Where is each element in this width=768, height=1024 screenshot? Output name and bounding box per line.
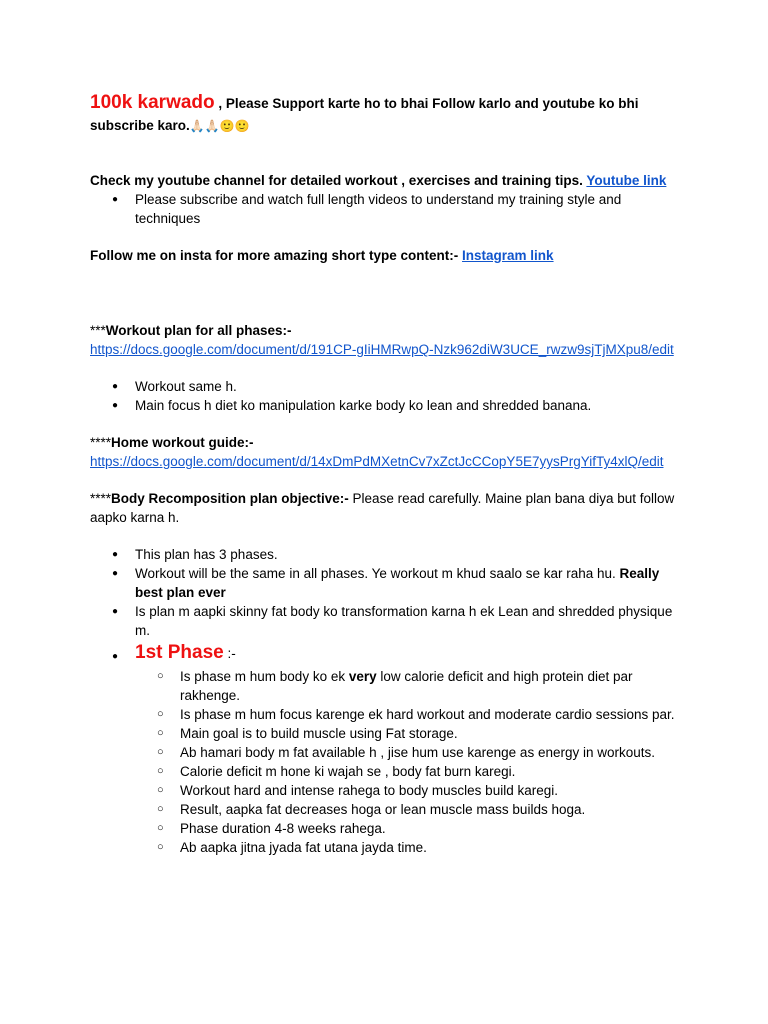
recomp-bullets — [90, 545, 678, 667]
phase1-list — [90, 667, 678, 857]
home-workout-section — [90, 433, 678, 471]
list-item: ● Workout same h. — [90, 377, 678, 396]
list-item: ● Please subscribe and watch full length videos to understand my training style and techniques — [90, 190, 678, 228]
phase1-title: 1st Phase — [135, 642, 224, 663]
phase1-first-bold: very — [348, 669, 377, 684]
list-item — [90, 667, 678, 705]
youtube-bullet-list — [90, 190, 678, 228]
youtube-text: Check my youtube channel for detailed workout , exercises and training tips. — [90, 173, 587, 188]
recomp-stars: **** — [90, 491, 112, 506]
recomp-paragraph — [90, 489, 678, 527]
instagram-link[interactable]: Instagram link — [462, 248, 554, 263]
workout-plan-stars: *** — [90, 323, 106, 338]
intro-support-text: , Please Support karte ho to bhai Follow karlo and youtube ko bhi subscribe karo. — [90, 96, 639, 133]
list-item: ○ Calorie deficit m hone ki wajah se , body fat burn karegi. — [90, 762, 678, 781]
phase1-first-pre: Is phase m hum body ko ek — [180, 669, 349, 684]
list-item — [90, 564, 678, 602]
youtube-paragraph — [90, 171, 678, 190]
list-item: ○ Is phase m hum focus karenge ek hard workout and moderate cardio sessions par. — [90, 705, 678, 724]
list-item: ● This plan has 3 phases. — [90, 545, 678, 564]
list-item: ● Is plan m aapki skinny fat body ko transformation karna h ek Lean and shredded physique m. — [90, 602, 678, 640]
intro-paragraph — [90, 92, 678, 137]
youtube-link[interactable]: Youtube link — [586, 173, 667, 188]
workout-plan-section — [90, 321, 678, 359]
intro-headline: 100k karwado — [90, 92, 215, 113]
list-item: ○ Ab aapka jitna jyada fat utana jayda time. — [90, 838, 678, 857]
recomp-title: Body Recomposition plan objective:- — [111, 491, 349, 506]
phase1-suffix: :- — [223, 646, 236, 661]
insta-text: Follow me on insta for more amazing short type content:- — [90, 248, 463, 263]
list-item: ○ Phase duration 4-8 weeks rahega. — [90, 819, 678, 838]
home-workout-url[interactable]: https://docs.google.com/document/d/14xDmPdMXetnCv7xZctJcCCopY5E7yysPrgYifTy4xlQ/edit — [90, 454, 664, 469]
phase1-heading-item — [90, 640, 678, 667]
recomp-bullet2-bold: Really best plan ever — [135, 566, 660, 600]
home-workout-stars: **** — [90, 435, 112, 450]
home-workout-title: Home workout guide:- — [111, 435, 254, 450]
phase1-first-post: low calorie deficit and high protein diet par rakhenge. — [180, 669, 633, 703]
insta-paragraph — [90, 246, 678, 265]
workout-plan-url[interactable]: https://docs.google.com/document/d/191CP-gIiHMRwpQ-Nzk962diW3UCE_rwzw9sjTjMXpu8/edit — [90, 342, 674, 357]
workout-plan-bullets — [90, 377, 678, 415]
list-item: ○ Main goal is to build muscle using Fat storage. — [90, 724, 678, 743]
recomp-bullet2-text: Workout will be the same in all phases. Ye workout m khud saalo se kar raha hu. — [135, 566, 620, 581]
intro-emojis: 🙏🏻🙏🏻🙂🙂 — [189, 119, 250, 133]
list-item: ○ Ab hamari body m fat available h , jise hum use karenge as energy in workouts. — [90, 743, 678, 762]
list-item: ○ Workout hard and intense rahega to body muscles build karegi. — [90, 781, 678, 800]
list-item: ● Main focus h diet ko manipulation karke body ko lean and shredded banana. — [90, 396, 678, 415]
list-item: ○ Result, aapka fat decreases hoga or lean muscle mass builds hoga. — [90, 800, 678, 819]
recomp-text: Please read carefully. Maine plan bana diya but follow aapko karna h. — [90, 491, 675, 525]
workout-plan-title: Workout plan for all phases:- — [105, 323, 292, 338]
